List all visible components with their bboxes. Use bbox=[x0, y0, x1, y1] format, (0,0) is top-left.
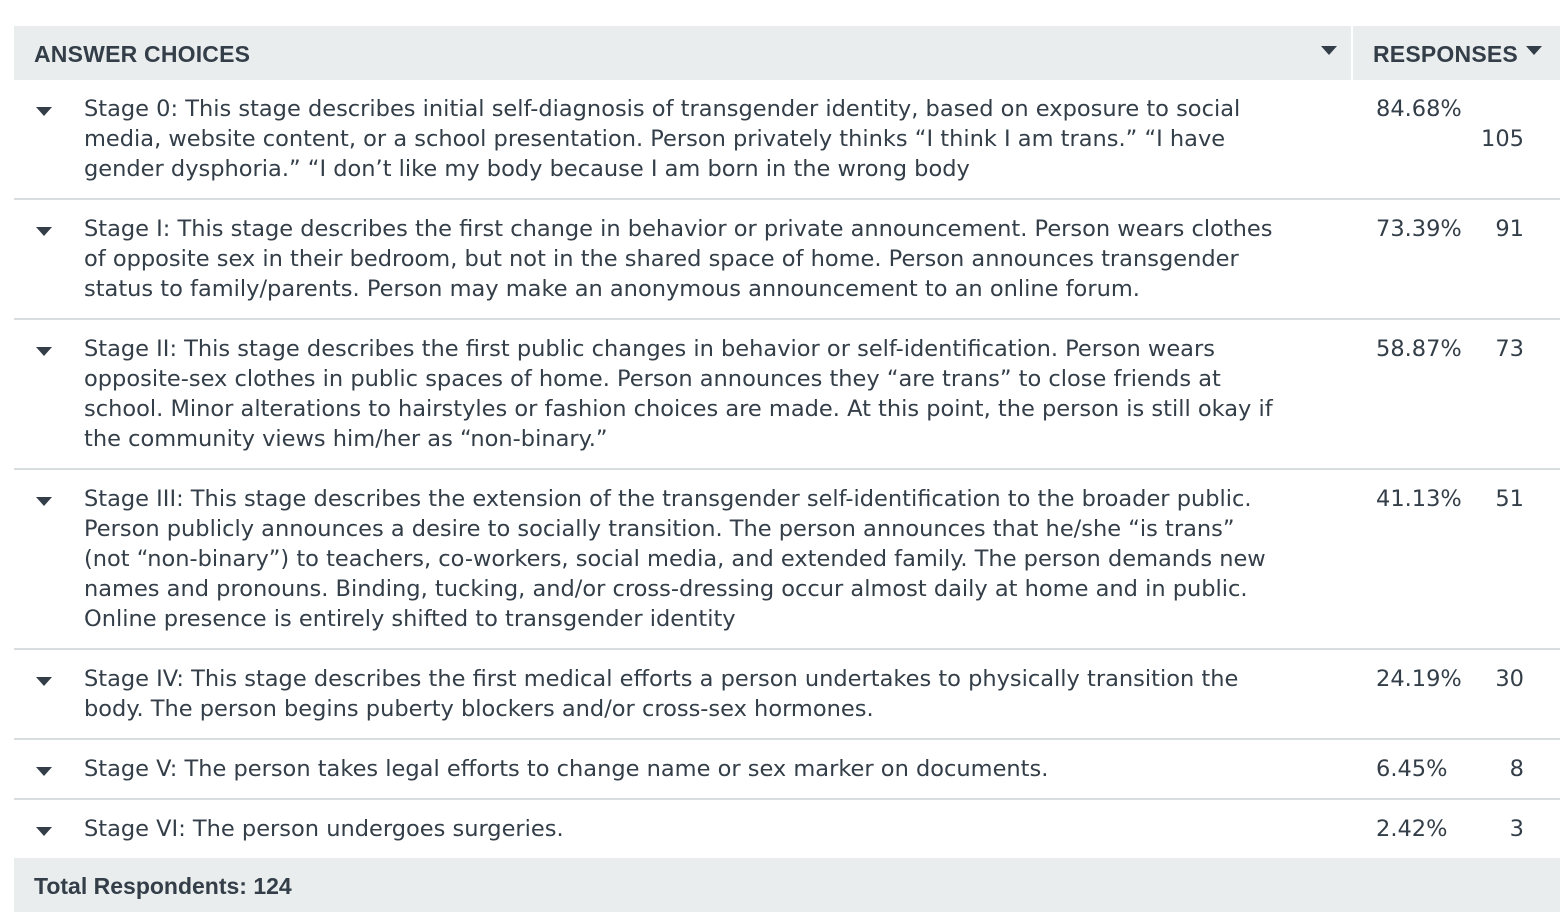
expand-toggle[interactable] bbox=[14, 80, 84, 198]
total-respondents: Total Respondents: 124 bbox=[34, 873, 292, 899]
answer-choice-text: Stage VI: The person undergoes surgeries. bbox=[84, 816, 564, 842]
response-percent: 41.13% bbox=[1376, 486, 1462, 512]
caret-down-icon[interactable] bbox=[36, 497, 52, 506]
expand-toggle[interactable] bbox=[14, 200, 84, 318]
table-row bbox=[14, 650, 1560, 740]
caret-down-icon[interactable] bbox=[36, 767, 52, 776]
table-row bbox=[14, 800, 1560, 858]
table-row bbox=[14, 740, 1560, 800]
answer-choice-text: Stage II: This stage describes the first public changes in behavior or self-identification. Person wears opposite-sex clothes in public spaces of home. Person announces they “are trans” to close friends at school. Minor alterations to hairstyles or fashion choices are made. At this point, the person is still okay if the community views him/her as “non-binary.” bbox=[84, 336, 1273, 452]
expand-toggle[interactable] bbox=[14, 650, 84, 738]
response-percent: 6.45% bbox=[1376, 756, 1448, 782]
sort-caret-down-icon[interactable] bbox=[1321, 46, 1337, 55]
response-percent: 58.87% bbox=[1376, 336, 1462, 362]
response-count: 91 bbox=[1495, 216, 1524, 242]
table-row bbox=[14, 320, 1560, 470]
table-footer bbox=[14, 858, 1560, 912]
response-percent: 84.68% bbox=[1376, 96, 1462, 122]
answer-choices-table bbox=[14, 26, 1560, 912]
expand-toggle[interactable] bbox=[14, 470, 84, 648]
expand-toggle[interactable] bbox=[14, 800, 84, 858]
response-count: 73 bbox=[1495, 336, 1524, 362]
response-count: 105 bbox=[1481, 126, 1524, 152]
response-percent: 2.42% bbox=[1376, 816, 1448, 842]
responses-header[interactable] bbox=[1353, 26, 1560, 80]
answer-choice-text: Stage 0: This stage describes initial self-diagnosis of transgender identity, based on exposure to social media, website content, or a school presentation. Person privately thinks “I think I am trans.” “I have gender dysphoria.” “I don’t like my body because I am born in the wrong body bbox=[84, 96, 1241, 182]
answer-choice-text: Stage IV: This stage describes the first medical efforts a person undertakes to physically transition the body. The person begins puberty blockers and/or cross-sex hormones. bbox=[84, 666, 1239, 722]
response-count: 8 bbox=[1509, 756, 1524, 782]
caret-down-icon[interactable] bbox=[36, 107, 52, 116]
response-count: 3 bbox=[1509, 816, 1524, 842]
answer-choice-text: Stage I: This stage describes the first change in behavior or private announcement. Person wears clothes of opposite sex in their bedroom, but not in the shared space of home. Person announces transgender status to family/parents. Person may make an anonymous announcement to an online forum. bbox=[84, 216, 1273, 302]
answer-choices-header[interactable] bbox=[14, 26, 1353, 80]
caret-down-icon[interactable] bbox=[36, 227, 52, 236]
response-percent: 73.39% bbox=[1376, 216, 1462, 242]
table-header bbox=[14, 26, 1560, 80]
expand-toggle[interactable] bbox=[14, 740, 84, 798]
caret-down-icon[interactable] bbox=[36, 827, 52, 836]
caret-down-icon[interactable] bbox=[36, 677, 52, 686]
response-count: 51 bbox=[1495, 486, 1524, 512]
response-count: 30 bbox=[1495, 666, 1524, 692]
table-row bbox=[14, 470, 1560, 650]
answer-choice-text: Stage III: This stage describes the extension of the transgender self-identification to the broader public. Person publicly announces a desire to socially transition. The person announces that he/she “is trans” (not “non-binary”) to teachers, co-workers, social media, and extended family. The person demands new names and pronouns. Binding, tucking, and/or cross-dressing occur almost daily at home and in public. Online presence is entirely shifted to transgender identity bbox=[84, 486, 1266, 632]
answer-choices-label: ANSWER CHOICES bbox=[34, 41, 251, 67]
sort-caret-down-icon[interactable] bbox=[1526, 46, 1542, 55]
responses-label: RESPONSES bbox=[1373, 41, 1518, 67]
table-row bbox=[14, 200, 1560, 320]
caret-down-icon[interactable] bbox=[36, 347, 52, 356]
answer-choice-text: Stage V: The person takes legal efforts to change name or sex marker on documents. bbox=[84, 756, 1049, 782]
response-percent: 24.19% bbox=[1376, 666, 1462, 692]
table-row bbox=[14, 80, 1560, 200]
expand-toggle[interactable] bbox=[14, 320, 84, 468]
